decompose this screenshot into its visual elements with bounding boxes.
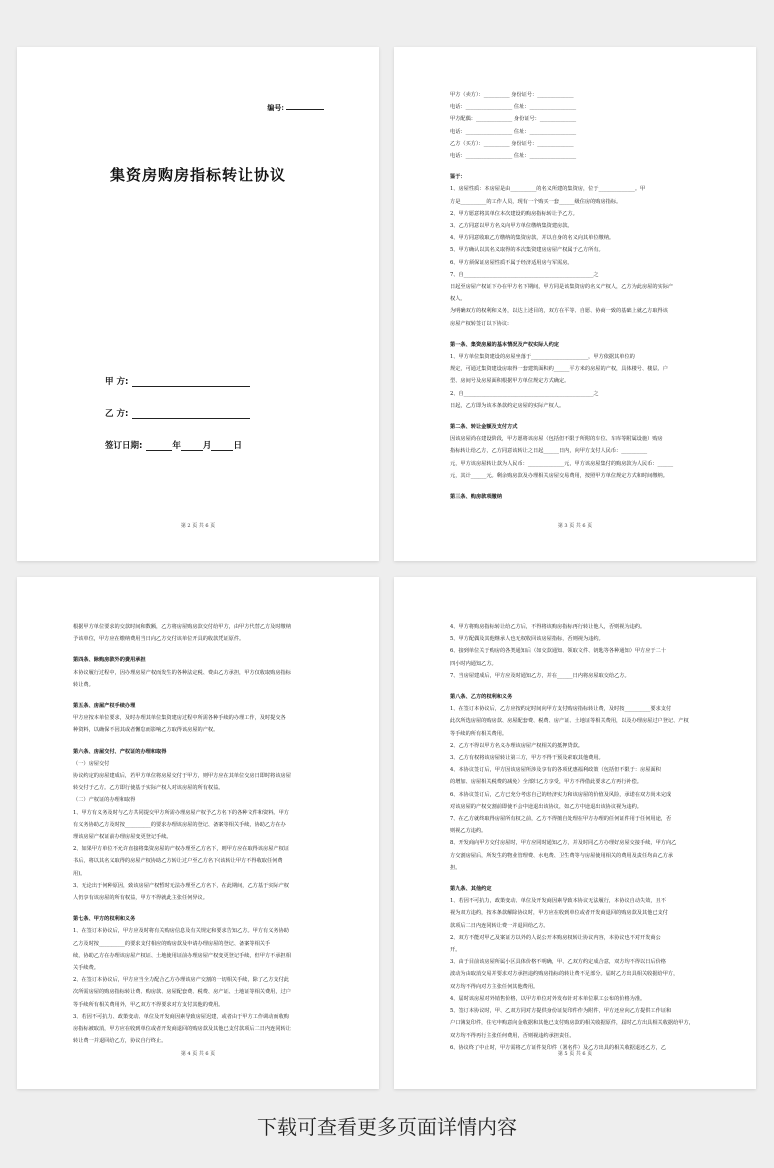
text-line: 2、如果甲方单位不允许直接将集资房屋的产权办理至乙方名下，则甲方应在取得该房屋产权证 (73, 846, 289, 853)
agreement-title: 集资房购房指标转让协议 (109, 166, 286, 184)
text-line: 转交付于乙方。乙方即行使基于实际产权人对该房屋的所有权益。 (73, 785, 224, 792)
section-heading: 第四条、除购房款外的费用承担 (73, 657, 146, 664)
day-label: 日 (233, 441, 242, 451)
text-line: 则视乙方违约。 (450, 828, 487, 835)
text-line: （二）产权证的办理和取得 (73, 797, 136, 804)
section-heading: 第二条、转让金额及支付方式 (450, 424, 518, 431)
year-label: 年 (172, 441, 181, 451)
text-line: 次所需房屋的购房指标转让费、购房款、房屋配套费、税费、房产证、土地证等相关费用，过户 (73, 989, 291, 996)
text-line: 本协议履行过程中，因办理房屋产权而发生的各种法定税、费由乙方承担，甲方仅收取购房指标 (73, 669, 291, 676)
month-label: 月 (202, 441, 212, 451)
text-line: 3、若因不可抗力、政策变动、单位及开发商因素导致房屋迟建，或者由于甲方工作调动而收购 (73, 1013, 289, 1020)
text-line: 双方均不得再行主张任何费用，否则视违约承担责任。 (450, 1032, 575, 1039)
text-line: 关手续费。 (73, 965, 99, 972)
section-heading: 第一条、集资房屋的基本情况及产权实际人约定 (450, 341, 559, 348)
text-line: 7、自__________________________________________________之 (450, 271, 599, 278)
paragraph-gap (450, 682, 700, 688)
party-b-blank (132, 410, 250, 419)
party-a-field (105, 375, 250, 387)
text-line: 2、甲方愿意将其单位本次建设的购房指标转让予乙方。 (450, 210, 578, 217)
text-line: 转让费一并退回给乙方，协议自行终止。 (73, 1038, 167, 1045)
text-line: 1、在签订本协议后，甲方应及时将有关购房信息及有关规定和要求告知乙方。甲方有义务协助 (73, 928, 289, 935)
text-line: 有义务协助乙方及时按__________的要求办理该房屋的登记、备案等相关手续，协助乙方在办 (73, 821, 286, 828)
text-line: 开。 (450, 947, 461, 954)
text-line: 户口簿复印件，住宅申购意向金收据和其他已支付购房款的相关收据原件，届时乙方出具相关收据给甲方， (450, 1020, 694, 1027)
paragraph-gap (73, 904, 323, 910)
serial-number-field (267, 103, 324, 113)
section-heading: 第八条、乙方的权利和义务 (450, 694, 513, 701)
text-line: 波动为由取消交易并要求对方承担违约购房指标的转让费不足部分。届时乙方出具相关收据给甲方， (450, 971, 679, 978)
text-line: 协议约定的房屋建成后，若甲方单位将房屋交付于甲方，则甲方应在其单位交房日即时将该房屋 (73, 773, 291, 780)
text-line: 的增加、房屋相关税费的减免）全部归乙方享受，甲方不得借此要求乙方再行补偿。 (450, 779, 642, 786)
text-line: 元，其计______元。剩余购房款及办理相关房屋交易费用，按照甲方单位规定方式和时间缴纳。 (450, 472, 668, 479)
party-a-blank (132, 378, 250, 387)
text-line: 双方均不得向对方主张任何其他费用。 (450, 983, 539, 990)
text-line: 1、甲方单位集资建设的房屋坐落于______________________，甲方依据其单位的 (450, 354, 635, 361)
paragraph-gap (73, 691, 323, 697)
text-line: 乙方及时按__________的要求支付相应的购房款及申请办理房屋的登记、备案等相关手 (73, 940, 271, 947)
text-line: 视为双方违约，按本条款解除协议时，甲方应在收到单位或者开发商退回的购房款及其他已支付 (450, 910, 668, 917)
text-line: 7、当房屋建成后，甲方应及时通知乙方，并在______日内将房屋取交给乙方。 (450, 672, 630, 679)
text-line: 对该房屋的产权交割前即使不会中途退出该协议，如乙方中途退出该协议视为违约。 (450, 803, 642, 810)
document-page-5 (394, 577, 756, 1089)
document-page-3 (394, 47, 756, 561)
text-line: 6、本协议签订后，乙方已充分考虑自己的经济实力和该房屋的价值及风险，承诺在双方尚未完成 (450, 791, 672, 798)
text-line: 方是__________的工作人员，现有一个购买一套______级住房的购房指标。 (450, 198, 622, 205)
text-line: 理该房屋产权证前办理房屋变更登记手续。 (73, 834, 172, 841)
text-line: 款项后二日内连同转让费一并退回给乙方。 (450, 922, 549, 929)
text-line: 方交割房屋后，所发生的物业管理费、水电费、卫生费等与房屋使用相关的费用及责任均由乙方承 (450, 852, 674, 859)
text-line: 元，甲方该房屋转让款为人民币：______________元，甲方该房屋集付的购房款为人民币：______ (450, 460, 674, 467)
text-line: 4、本协议签订后，甲方因该房屋所涉及享有的各项优惠福利政策（包括但不限于：房屋面积 (450, 767, 661, 774)
text-line: 此次所选房屋的购房款、房屋配套费、税费、房产证、土地证等相关费用，以及办理房屋过户登记、产权 (450, 718, 689, 725)
document-page-2 (17, 47, 379, 561)
text-line: 1、房屋性质：本房屋是由__________的名义所建的集资房，位于______________。甲 (450, 186, 646, 193)
section-heading: 第九条、其他约定 (450, 886, 492, 893)
text-line: 根据甲方单位要求的交款时间和数额，乙方将房屋购房款交付给甲方，由甲方代替乙方及时缴纳 (73, 624, 291, 630)
party-b-field (105, 407, 250, 419)
section-heading: 第五条、房屋产权手续办理 (73, 703, 136, 710)
paragraph-gap (450, 162, 700, 168)
text-line: 甲方应按本单位要求，及时办理其单位集资建房过程中所需各种手续的办理工作，及时提交各 (73, 715, 286, 722)
text-line: 4、甲方将购房指标转让给乙方后，不得将该购房指标再行转让他人，否则视为违约。 (450, 624, 646, 630)
text-line: 8、开发商向甲方交付房屋时，甲方应同时通知乙方，并及时同乙方办理好房屋交接手续，甲方向乙 (450, 840, 677, 847)
text-line: 3、乙方有权将该房屋转让第三方，甲方不得干预及索取其他费用。 (450, 755, 604, 762)
text-line: 6、甲方须保证房屋性质不属于经济适用房与军需房。 (450, 259, 573, 266)
text-line: 种资料，以确保不因其或者懈怠而影响乙方取得该房屋的产权。 (73, 727, 219, 734)
sign-date-field (105, 439, 242, 451)
sign-date-label: 签订日期: (105, 441, 143, 451)
serial-blank (286, 103, 324, 110)
section-heading: 第七条、甲方的权利和义务 (73, 916, 136, 923)
text-line: 甲方（卖方）：__________ 身份证号：______________ (450, 92, 574, 98)
text-line: 4、届时该房屋对外销售价格，以甲方单位对外发布针对本单位职工公布的价格为准。 (450, 995, 646, 1002)
text-line: 指标转让给乙方，乙方同意该转让之日起______日内，向甲方支付人民币：__________ (450, 448, 648, 455)
text-line: 3、由于目前该房屋所属小区具体价格不明确，甲、乙双方约定成合意，双方均不得以日后价格 (450, 959, 666, 966)
page-footer: 第 2 页 共 6 页 (180, 523, 216, 529)
text-line: 1、甲方有义务及时与乙方共同提交甲方所需办理房屋产权予乙方名下的各种文件和资料。甲方 (73, 809, 289, 816)
text-line: 6、接到单位关于购房的各类通知后（如交款通知、领取文件、钥匙等各种通知）甲方应于二十 (450, 648, 666, 655)
text-line: 电话：__________________ 住址：__________________ (450, 104, 577, 111)
text-line: 四小时内通知乙方。 (450, 660, 497, 667)
page-footer: 第 4 页 共 6 页 (180, 1051, 216, 1057)
text-line: 5、签订本协议时，甲、乙双方同对方提供身份证复印件作为附件，甲方还应向乙方提供工作证和 (450, 1008, 672, 1015)
text-line: 转让费。 (73, 681, 94, 688)
paragraph-gap (450, 874, 700, 880)
text-line: 4、甲方同意收取乙方缴纳的集资房款，并以自身的名义向其单位缴纳。 (450, 235, 615, 242)
paragraph-gap (450, 482, 700, 488)
text-line: 2、乙方不得以甲方名义办理该房屋产权相关的抵押贷款。 (450, 742, 583, 749)
text-line: 房屋产权转签订以下协议: (450, 320, 509, 327)
text-line: 日起，乙方即为该本条款约定房屋的实际产权人。 (450, 402, 565, 409)
text-line: 2、在签订本协议后，甲方应当全力配合乙方办理该房产交割的一切相关手续，除了乙方支付此 (73, 977, 289, 984)
text-line: 1、若因不可抗力，政策变动、单位及开发商因素导致本协议无法履行，本协议自动失效，且不 (450, 898, 666, 905)
text-line: 2、自__________________________________________________之 (450, 390, 599, 397)
page-footer: 第 5 页 共 6 页 (557, 1051, 593, 1057)
text-line: 因该房屋尚在建设阶段，甲方愿将该房屋（包括但不限于所附的车位、车库等附属设施）购房 (450, 436, 663, 443)
text-line: 续，协助乙方在办理该房屋产权证、土地使用证前办理房屋产权变更登记手续，但甲方不承担相 (73, 952, 291, 959)
text-line: 电话：__________________ 住址：__________________ (450, 128, 577, 135)
text-line: 人仍享有该房屋的所有权益，甲方不得就此主张任何异议。 (73, 895, 208, 902)
text-line: 用)。 (73, 870, 86, 877)
section-heading: 鉴于： (450, 174, 466, 181)
text-line: 等手续的所有相关费用。 (450, 730, 508, 737)
text-line: 为明确双方的权利和义务，以达上述目的，双方在平等、自愿、协商一致的基础上就乙方取得该 (450, 308, 668, 315)
page-body-text (73, 621, 323, 1048)
paragraph-gap (450, 330, 700, 336)
text-line: 房指标被取消，甲方应在收到单位或者开发商退回的购房款及其他已支付款项后二日内连同转让 (73, 1026, 291, 1033)
text-line: （一）房屋交付 (73, 760, 110, 767)
text-line: 型、房间号及房屋面积根据甲方单位规定方式确定。 (450, 378, 570, 385)
text-line: 3、乙方同意以甲方名义向甲方单位缴纳集资建房款。 (450, 223, 573, 230)
text-line: 规定，可通过集资建设房取得一套建筑面积约______平方米的房屋的产权，具体楼号、楼层、户 (450, 366, 668, 373)
party-a-label: 甲 方: (105, 377, 129, 387)
text-line: 6、协议终了中止时，甲方需将乙方证件复印件（署名件）及乙方出具的相关收据退还乙方，乙 (450, 1044, 666, 1051)
download-more-caption: 下载可查看更多页面详情内容 (257, 1115, 517, 1139)
text-line: 电话：__________________ 住址：__________________ (450, 153, 577, 160)
section-heading: 第三条、购房款项缴纳 (450, 494, 502, 501)
paragraph-gap (73, 645, 323, 651)
paragraph-gap (73, 737, 323, 743)
text-line: 2、双方不能对甲乙及案证方以外的人说公开本购房权转让协议内容，本协议也不对开发商公 (450, 934, 661, 941)
document-page-4 (17, 577, 379, 1089)
page-body-text (450, 621, 700, 1054)
party-b-label: 乙 方: (105, 409, 129, 419)
paragraph-gap (450, 412, 700, 418)
page-footer: 第 3 页 共 6 页 (557, 523, 593, 529)
text-line: 7、在乙方就终取得房屋所有权之前，乙方不得擅自处理在甲方办理的任何证件用于任何用途，否 (450, 816, 672, 823)
text-line: 日起至房屋产权证下办在甲方名下期间，甲方同是该集资房的名义产权人，乙方为此房屋的实际产 (450, 284, 674, 291)
text-line: 5、甲方配偶及其他继承人也无权收回该房屋指标，否则视为违约。 (450, 636, 604, 643)
text-line: 5、甲方确认以其名义取得的本次集资建房房屋产权属于乙方所有。 (450, 247, 604, 254)
text-line: 书后，将以其名义取得的房屋产权协助乙方转让过户至乙方名下(该转让甲方不得收取任何费 (73, 858, 283, 865)
section-heading: 第六条、房屋交付、产权证的办理和取得 (73, 748, 167, 755)
text-line: 乙方（买方）：__________ 身份证号：______________ (450, 140, 574, 147)
text-line: 1、在签订本协议后，乙方应按约定时间向甲方支付购房指标转让费，及时按__________要求支付 (450, 706, 672, 713)
text-line: 担。 (450, 864, 461, 871)
page-body-text (450, 89, 700, 503)
serial-label: 编号: (267, 103, 284, 112)
text-line: 权人。 (450, 296, 466, 303)
text-line: 等手续所有相关费用外，甲乙双方不得要求对方支付其他的费用。 (73, 1001, 224, 1008)
text-line: 甲方配偶：______________ 身份证号：______________ (450, 116, 577, 123)
text-line: 予该单位，甲方应在缴纳费用当日向乙方交付该单位开具的收款凭证原件。 (73, 636, 245, 643)
text-line: 3、无论出于何种原因，致该房屋产权暂时无法办理至乙方名下，在此期间，乙方基于实际产权 (73, 882, 289, 889)
